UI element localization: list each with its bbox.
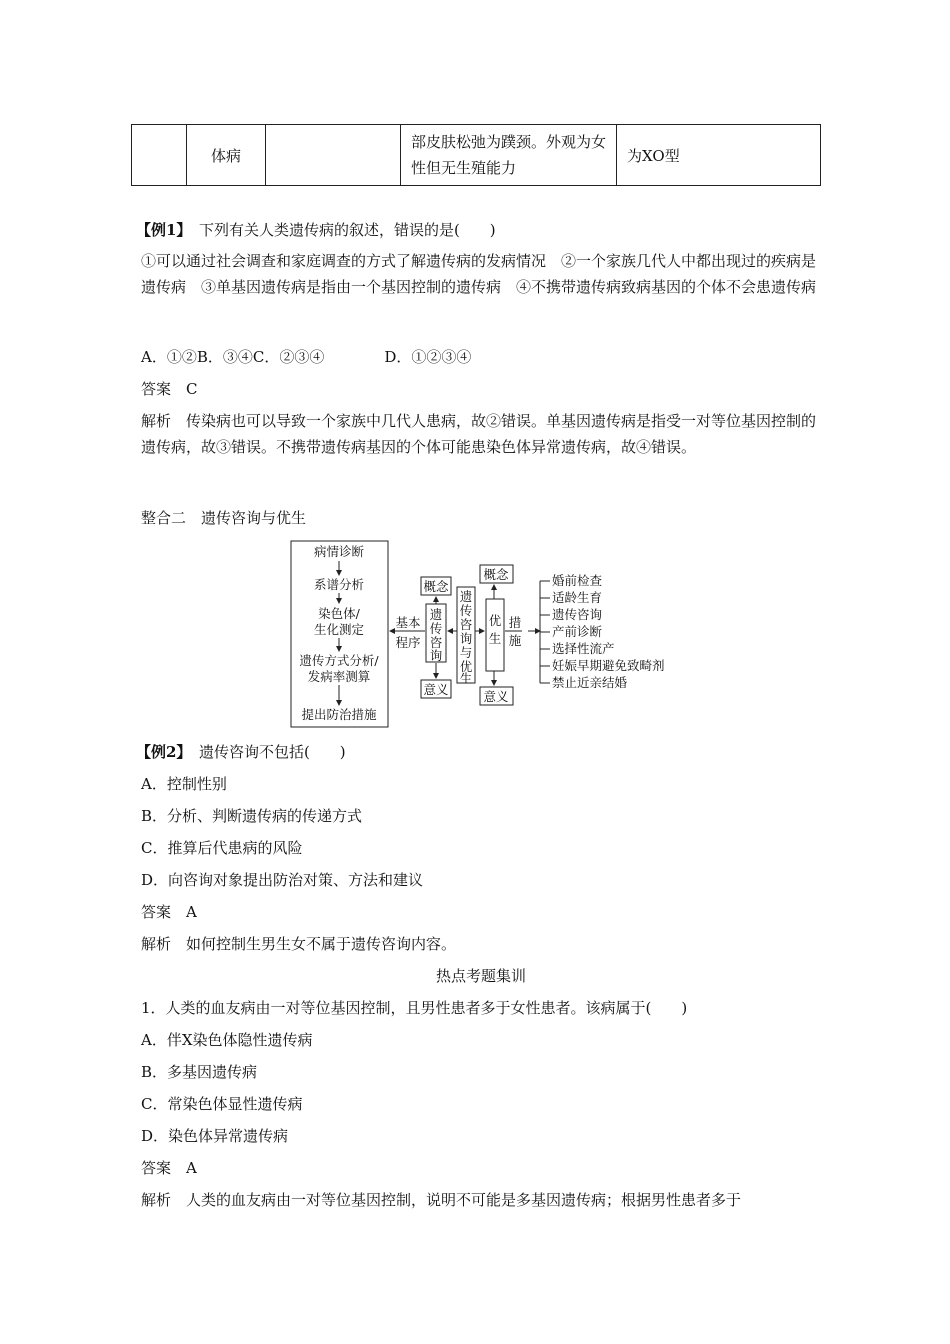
concept-label-1: 概念 xyxy=(423,579,449,594)
measure-item: 婚前检查 xyxy=(552,573,603,588)
step-pedigree: 系谱分析 xyxy=(313,577,365,592)
example2-option-c: C．推算后代患病的风险 xyxy=(141,839,303,857)
table-cell: 部皮肤松弛为蹼颈。外观为女性但无生殖能力 xyxy=(401,125,617,186)
center-char-1: 遗 xyxy=(459,589,473,604)
table-cell: 为XO型 xyxy=(617,125,821,186)
meaning-label-2: 意义 xyxy=(483,689,509,704)
concept-label-2: 概念 xyxy=(483,567,509,582)
q1-option-b: B．多基因遗传病 xyxy=(141,1063,258,1081)
section2-title: 整合二 遗传咨询与优生 xyxy=(141,509,307,527)
measure-item: 禁止近亲结婚 xyxy=(552,675,628,690)
example2-option-a: A．控制性别 xyxy=(141,775,227,793)
example2-analysis: 解析 如何控制生男生女不属于遗传咨询内容。 xyxy=(141,935,457,953)
q1-answer: 答案 A xyxy=(141,1159,197,1177)
example2-option-b: B．分析、判断遗传病的传递方式 xyxy=(141,807,363,825)
example2-answer: 答案 A xyxy=(141,903,197,921)
table-row xyxy=(132,125,821,186)
center-char-4: 询 xyxy=(459,631,473,646)
q1-option-a: A．伴X染色体隐性遗传病 xyxy=(141,1031,313,1049)
example2-question: 遗传咨询不包括( ) xyxy=(198,743,346,761)
example1-tag: 【例1】 xyxy=(136,221,184,239)
hot-title: 热点考题集训 xyxy=(435,967,526,985)
measure-item: 妊娠早期避免致畸剂 xyxy=(552,658,665,673)
eugenics-char-2: 生 xyxy=(488,631,502,646)
measure-item: 适龄生育 xyxy=(552,590,603,605)
center-char-6: 优 xyxy=(459,659,473,674)
example1-statements: ①可以通过社会调查和家庭调查的方式了解遗传病的发病情况 ②一个家族几代人中都出现过的疾病是遗传病 ③单基因遗传病是指由一个基因控制的遗传病 ④不携带遗传病致病基因的个体不会患遗传病 xyxy=(141,252,817,296)
step-measures: 提出防治措施 xyxy=(301,707,377,722)
measure-item: 遗传咨询 xyxy=(552,607,603,622)
center-char-7: 生 xyxy=(459,671,473,686)
q1-analysis: 解析 人类的血友病由一对等位基因控制，说明不可能是多基因遗传病；根据男性患者多于 xyxy=(141,1191,742,1209)
disease-table xyxy=(131,124,821,186)
step-incidence: 发病率测算 xyxy=(307,669,371,684)
table-cell xyxy=(132,125,187,186)
step-biochem: 生化测定 xyxy=(313,622,365,637)
counseling-diagram xyxy=(280,537,670,732)
example1-question: 下列有关人类遗传病的叙述，错误的是( ) xyxy=(198,221,496,239)
example2-option-d: D．向咨询对象提出防治对策、方法和建议 xyxy=(141,871,424,889)
step-mode-analysis: 遗传方式分析/ xyxy=(299,653,379,668)
center-char-2: 传 xyxy=(459,603,473,618)
example2-heading xyxy=(136,739,346,765)
basic-label: 基本 xyxy=(395,615,421,630)
center-char-3: 咨 xyxy=(459,617,473,632)
step-diagnosis: 病情诊断 xyxy=(313,544,365,559)
q1-option-d: D．染色体异常遗传病 xyxy=(141,1127,289,1145)
example1-analysis: 解析 传染病也可以导致一个家族中几代人患病，故②错误。单基因遗传病是指受一对等位基因控制的遗传病，故③错误。不携带遗传病基因的个体可能患染色体异常遗传病，故④错误。 xyxy=(141,412,817,456)
table-cell xyxy=(266,125,401,186)
measure-item: 选择性流产 xyxy=(552,641,615,656)
table-cell: 体病 xyxy=(187,125,266,186)
measure-item: 产前诊断 xyxy=(552,624,603,639)
measures-char-2: 施 xyxy=(508,633,522,648)
center-char-5: 与 xyxy=(459,645,473,660)
counseling-char-3: 咨 xyxy=(429,635,443,650)
eugenics-char-1: 优 xyxy=(488,613,502,628)
program-label: 程序 xyxy=(395,635,421,650)
step-chromosome: 染色体/ xyxy=(318,606,360,621)
example1-options: A．①②B．③④C．②③④ D．①②③④ xyxy=(141,348,472,366)
counseling-char-2: 传 xyxy=(429,621,443,636)
example2-tag: 【例2】 xyxy=(136,743,184,761)
q1-question: 1．人类的血友病由一对等位基因控制，且男性患者多于女性患者。该病属于( ) xyxy=(141,999,688,1017)
q1-option-c: C．常染色体显性遗传病 xyxy=(141,1095,303,1113)
measures-char-1: 措 xyxy=(508,615,522,630)
counseling-char-1: 遗 xyxy=(429,607,443,622)
example1-heading xyxy=(136,217,496,243)
meaning-label-1: 意义 xyxy=(423,682,449,697)
example1-answer: 答案 C xyxy=(141,380,198,398)
counseling-char-4: 询 xyxy=(429,648,443,663)
